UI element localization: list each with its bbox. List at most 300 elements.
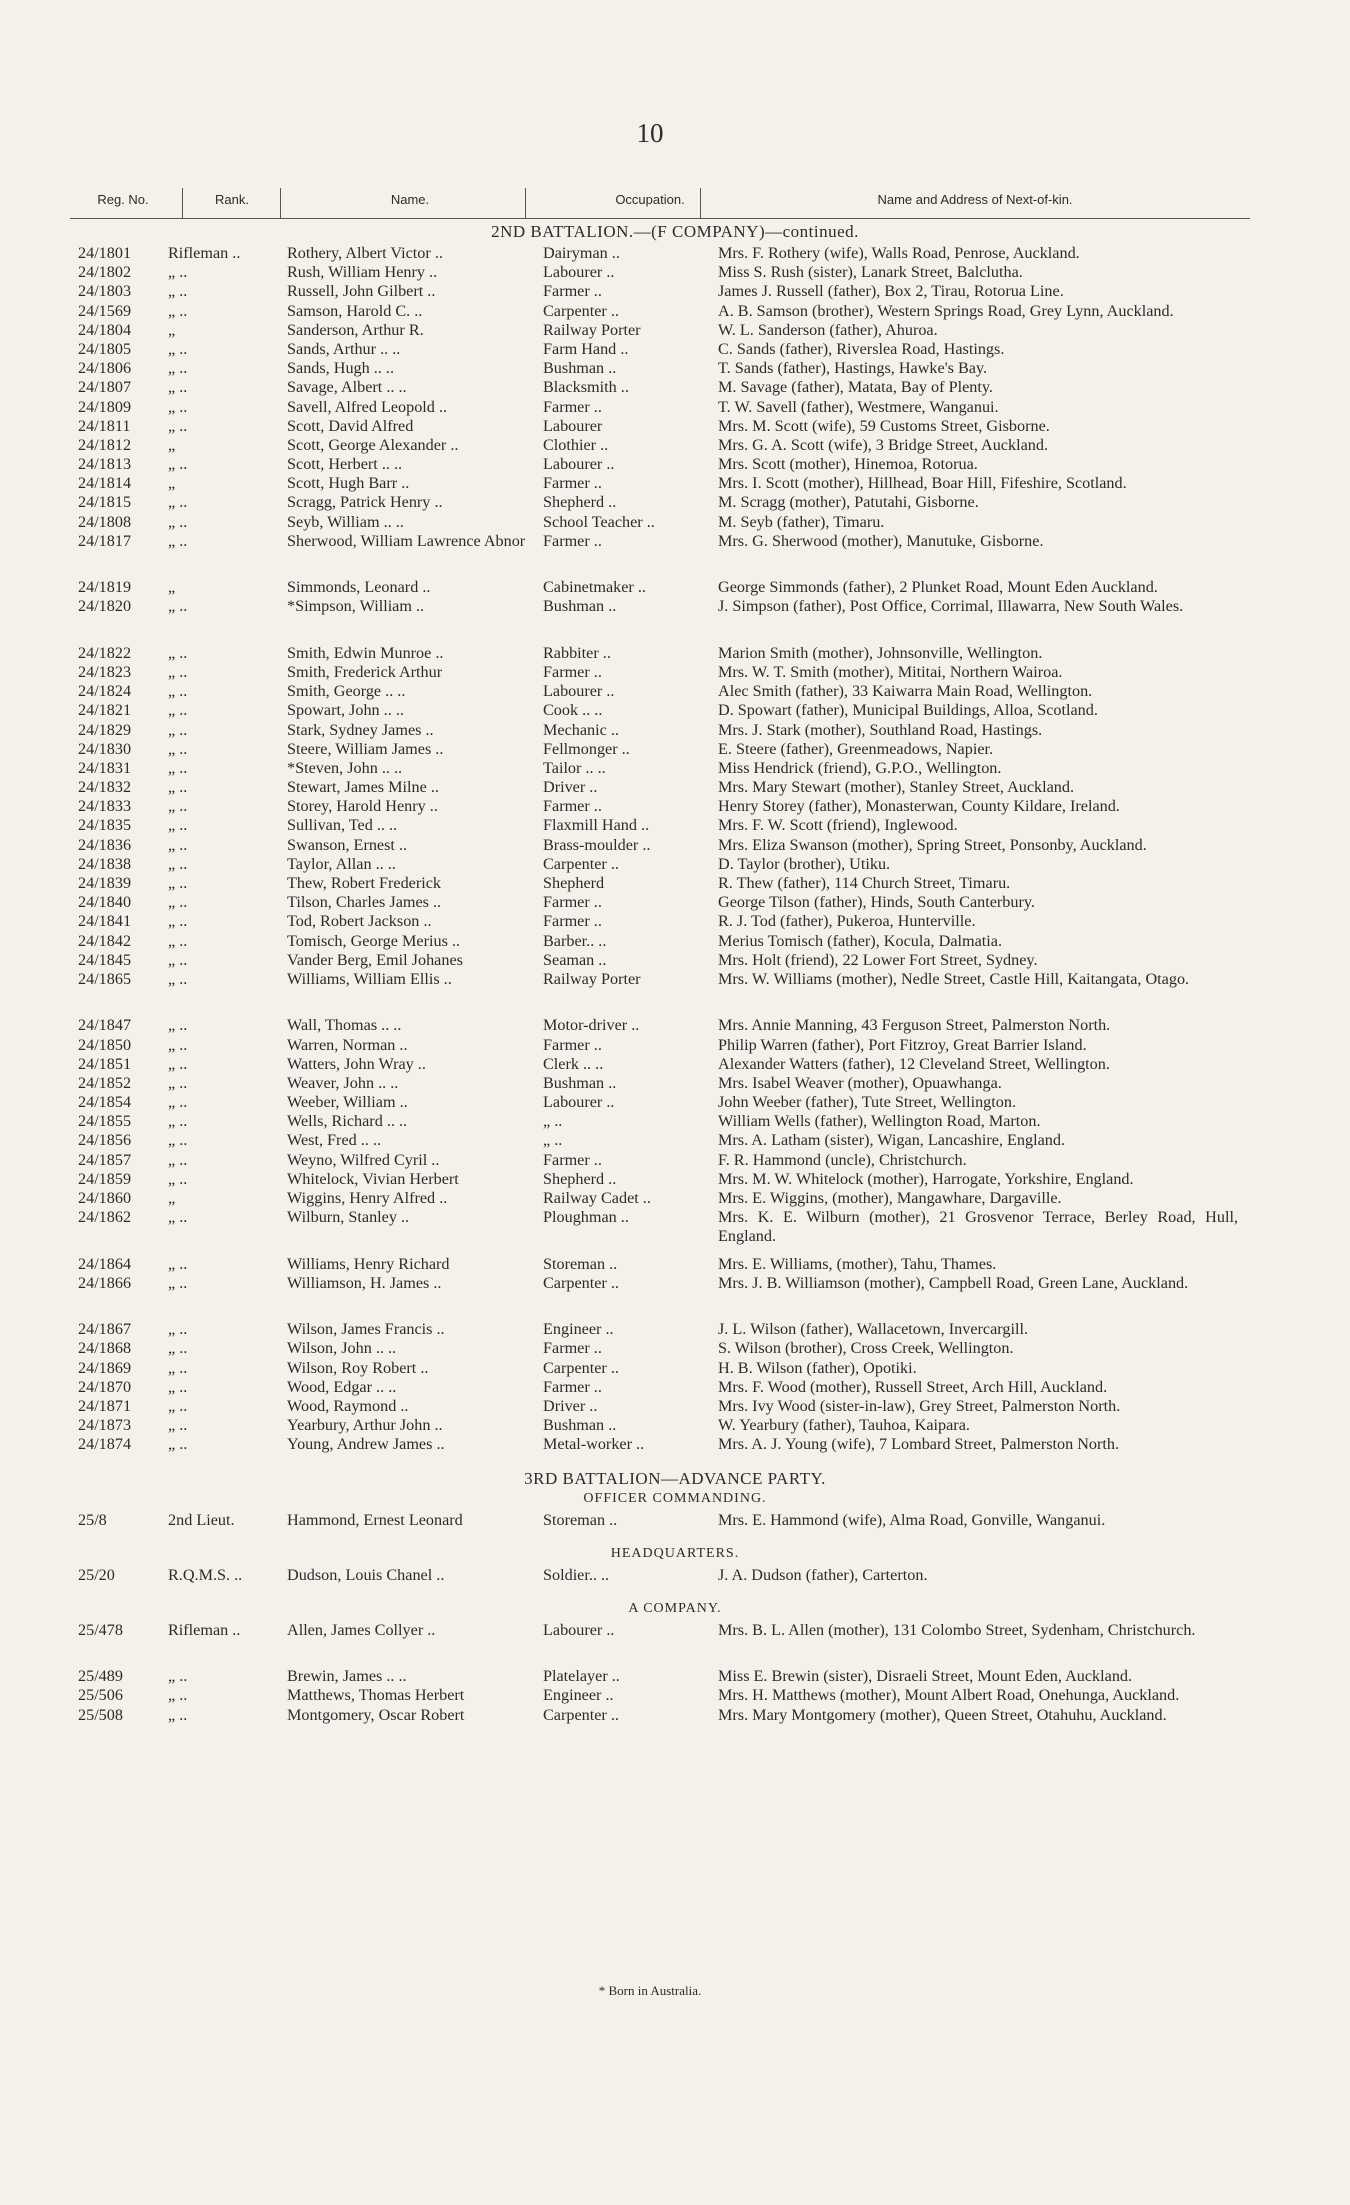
table-row [0,597,1350,635]
table-row [0,1378,1350,1397]
reg-number: 24/1852 [78,1073,132,1092]
soldier-name: Wood, Edgar .. .. [287,1377,397,1396]
table-row [0,759,1350,778]
rank: „ .. [168,1396,188,1415]
soldier-name: Watters, John Wray .. [287,1054,426,1073]
occupation: Storeman .. [543,1510,618,1529]
section-subtitle: A COMPANY. [628,1600,722,1616]
soldier-name: Sands, Arthur .. .. [287,339,401,358]
occupation: Labourer .. [543,455,615,474]
soldier-name: Scott, David Alfred [287,416,414,435]
table-row [0,740,1350,759]
reg-number: 24/1802 [78,263,132,282]
soldier-name: Spowart, John .. .. [287,701,404,720]
rank: „ .. [168,643,188,662]
soldier-name: Whitelock, Vivian Herbert [287,1169,459,1188]
rank: „ [168,1189,176,1208]
table-row [0,970,1350,1008]
soldier-name: Seyb, William .. .. [287,512,404,531]
table-row [0,1151,1350,1170]
rank: „ .. [168,1416,188,1435]
soldier-name: Vander Berg, Emil Johanes [287,950,463,969]
soldier-name: Stark, Sydney James .. [287,720,434,739]
next-of-kin-address: Mrs. I. Scott (mother), Hillhead, Boar Hill, Fifeshire, Scotland. [718,474,1127,493]
reg-number: 24/1845 [78,950,132,969]
occupation: Farmer .. [543,893,602,912]
occupation: Railway Porter [543,320,641,339]
rank: „ .. [168,1169,188,1188]
occupation: Shepherd [543,874,605,893]
table-row [0,417,1350,436]
next-of-kin-address: Mrs. Mary Stewart (mother), Stanley Street, Auckland. [718,778,1075,797]
occupation: Shepherd .. [543,493,617,512]
occupation: Shepherd .. [543,1169,617,1188]
reg-number: 24/1806 [78,359,132,378]
reg-number: 24/1801 [78,244,132,262]
next-of-kin-address: M. Seyb (father), Timaru. [718,512,885,531]
reg-number: 24/1805 [78,339,132,358]
occupation: Blacksmith .. [543,378,629,397]
occupation: Rabbiter .. [543,643,611,662]
next-of-kin-address: Mrs. F. Wood (mother), Russell Street, Arch Hill, Auckland. [718,1377,1108,1396]
soldier-name: Sanderson, Arthur R. [287,320,424,339]
next-of-kin-address: Mrs. J. B. Williamson (mother), Campbell Road, Green Lane, Auckland. [718,1273,1189,1292]
soldier-name: Sullivan, Ted .. .. [287,816,398,835]
table-row [0,1416,1350,1435]
next-of-kin-address: Mrs. M. W. Whitelock (mother), Harrogate, Yorkshire, England. [718,1169,1134,1188]
reg-number: 24/1871 [78,1396,132,1415]
table-row [0,893,1350,912]
occupation: „ .. [543,1112,563,1131]
next-of-kin-address: Marion Smith (mother), Johnsonville, Wellington. [718,643,1043,662]
next-of-kin-address: H. B. Wilson (father), Opotiki. [718,1358,917,1377]
table-row [0,816,1350,835]
occupation: Fellmonger .. [543,739,630,758]
next-of-kin-address: George Simmonds (father), 2 Plunket Road, Mount Eden Auckland. [718,578,1158,597]
next-of-kin-address: Mrs. G. Sherwood (mother), Manutuke, Gisborne. [718,531,1044,550]
next-of-kin-address: W. L. Sanderson (father), Ahuroa. [718,320,938,339]
reg-number: 24/1864 [78,1254,132,1273]
table-row [0,1170,1350,1189]
table-row [0,1189,1350,1208]
table-row [0,1667,1350,1686]
reg-number: 24/1832 [78,778,132,797]
next-of-kin-address: D. Taylor (brother), Utiku. [718,854,891,873]
rank: „ .. [168,682,188,701]
occupation: Bushman .. [543,597,617,616]
next-of-kin-address: Mrs. J. Stark (mother), Southland Road, Hastings. [718,720,1043,739]
occupation: Farmer .. [543,397,602,416]
rank: „ .. [168,512,188,531]
reg-number: 24/1822 [78,643,132,662]
rank: „ .. [168,493,188,512]
reg-number: 24/1854 [78,1093,132,1112]
reg-number: 24/1868 [78,1339,132,1358]
soldier-name: Matthews, Thomas Herbert [287,1686,465,1705]
rank: „ .. [168,301,188,320]
rank: „ .. [168,835,188,854]
next-of-kin-address: Alexander Watters (father), 12 Cleveland Street, Wellington. [718,1054,1110,1073]
occupation: Cook .. .. [543,701,603,720]
reg-number: 24/1869 [78,1358,132,1377]
occupation: Seaman .. [543,950,607,969]
page-number: 10 [636,118,664,148]
next-of-kin-address: Mrs. Eliza Swanson (mother), Spring Street, Ponsonby, Auckland. [718,835,1147,854]
soldier-name: Yearbury, Arthur John .. [287,1416,443,1435]
soldier-name: Sherwood, William Lawrence Abnor [287,531,526,550]
reg-number: 24/1831 [78,758,132,777]
soldier-name: West, Fred .. .. [287,1131,382,1150]
reg-number: 24/1823 [78,662,132,681]
table-row [0,1208,1350,1246]
table-row [0,578,1350,597]
table-row [0,282,1350,301]
table-row [0,951,1350,970]
reg-number: 24/1830 [78,739,132,758]
next-of-kin-address: Miss E. Brewin (sister), Disraeli Street, Mount Eden, Auckland. [718,1667,1133,1686]
soldier-name: Wilson, John .. .. [287,1339,397,1358]
table-row [0,1339,1350,1358]
section-subtitle: OFFICER COMMANDING. [583,1490,767,1506]
table-row [0,359,1350,378]
table-row [0,532,1350,570]
next-of-kin-address: Mrs. F. W. Scott (friend), Inglewood. [718,816,958,835]
soldier-name: Smith, Edwin Munroe .. [287,643,444,662]
next-of-kin-address: Mrs. Mary Montgomery (mother), Queen Street, Otahuhu, Auckland. [718,1705,1167,1724]
soldier-name: Brewin, James .. .. [287,1667,407,1686]
soldier-name: *Steven, John .. .. [287,758,403,777]
rank: „ .. [168,339,188,358]
table-row [0,340,1350,359]
occupation: Platelayer .. [543,1667,620,1686]
soldier-name: Thew, Robert Frederick [287,874,442,893]
occupation: Bushman .. [543,1416,617,1435]
rank: „ .. [168,758,188,777]
table-row [0,1686,1350,1705]
reg-number: 24/1850 [78,1035,132,1054]
table-row [0,663,1350,682]
table-row [0,1566,1350,1585]
soldier-name: Simmonds, Leonard .. [287,578,431,597]
soldier-name: Weeber, William .. [287,1093,408,1112]
reg-number: 24/1815 [78,493,132,512]
table-row [0,1255,1350,1274]
next-of-kin-address: J. A. Dudson (father), Carterton. [718,1565,928,1584]
next-of-kin-address: F. R. Hammond (uncle), Christchurch. [718,1150,967,1169]
reg-number: 25/8 [78,1510,107,1529]
reg-number: 24/1855 [78,1112,132,1131]
next-of-kin-address: Mrs. E. Hammond (wife), Alma Road, Gonville, Wanganui. [718,1510,1106,1529]
occupation: Labourer .. [543,1620,615,1639]
next-of-kin-address: Merius Tomisch (father), Kocula, Dalmatia. [718,931,1003,950]
occupation: Railway Porter [543,969,641,988]
soldier-name: Dudson, Louis Chanel .. [287,1565,445,1584]
rank: Rifleman .. [168,244,241,262]
rank: „ .. [168,359,188,378]
soldier-name: Hammond, Ernest Leonard [287,1510,463,1529]
rank: „ [168,474,176,493]
occupation: Dairyman .. [543,244,620,262]
next-of-kin-address: D. Spowart (father), Municipal Buildings, Alloa, Scotland. [718,701,1098,720]
soldier-name: Wall, Thomas .. .. [287,1016,402,1035]
next-of-kin-address: C. Sands (father), Riverslea Road, Hastings. [718,339,1005,358]
rank: R.Q.M.S. .. [168,1565,243,1584]
occupation: Storeman .. [543,1254,618,1273]
next-of-kin-address: Mrs. E. Wiggins, (mother), Mangawhare, Dargaville. [718,1189,1062,1208]
rank: „ .. [168,1667,188,1686]
reg-number: 24/1809 [78,397,132,416]
reg-number: 24/1859 [78,1169,132,1188]
rank: „ .. [168,1435,188,1454]
soldier-name: Wiggins, Henry Alfred .. [287,1189,448,1208]
soldier-name: Tod, Robert Jackson .. [287,912,432,931]
table-row [0,513,1350,532]
section-subtitle: HEADQUARTERS. [610,1545,740,1561]
soldier-name: *Simpson, William .. [287,597,425,616]
table-row [0,1274,1350,1312]
reg-number: 24/1811 [78,416,131,435]
occupation: Railway Cadet .. [543,1189,651,1208]
next-of-kin-address: J. L. Wilson (father), Wallacetown, Invercargill. [718,1320,1029,1339]
reg-number: 24/1812 [78,435,132,454]
table-row [0,797,1350,816]
rank: „ .. [168,950,188,969]
rank: „ [168,320,176,339]
next-of-kin-address: W. Yearbury (father), Tauhoa, Kaipara. [718,1416,970,1435]
soldier-name: Wells, Richard .. .. [287,1112,408,1131]
header-name: Name. [390,192,430,207]
reg-number: 24/1840 [78,893,132,912]
rank: „ .. [168,1035,188,1054]
soldier-name: Young, Andrew James .. [287,1435,445,1454]
next-of-kin-address: Mrs. Ivy Wood (sister-in-law), Grey Street, Palmerston North. [718,1396,1121,1415]
reg-number: 24/1569 [78,301,132,320]
rank: „ .. [168,662,188,681]
occupation: Engineer .. [543,1686,614,1705]
rank: „ .. [168,969,188,988]
rank: „ .. [168,1054,188,1073]
table-row [0,1359,1350,1378]
next-of-kin-address: Philip Warren (father), Port Fitzroy, Great Barrier Island. [718,1035,1087,1054]
next-of-kin-address: William Wells (father), Wellington Road, Marton. [718,1112,1041,1131]
reg-number: 24/1842 [78,931,132,950]
reg-number: 24/1839 [78,874,132,893]
soldier-name: Russell, John Gilbert .. [287,282,436,301]
next-of-kin-address: George Tilson (father), Hinds, South Canterbury. [718,893,1035,912]
soldier-name: Scott, Herbert .. .. [287,455,403,474]
table-row [0,1511,1350,1530]
table-row [0,455,1350,474]
rank: „ .. [168,739,188,758]
occupation: Driver .. [543,1396,598,1415]
rank: „ .. [168,874,188,893]
table-header [70,188,1250,219]
reg-number: 24/1865 [78,969,132,988]
occupation: Metal-worker .. [543,1435,645,1454]
header-next-of-kin: Name and Address of Next-of-kin. [877,192,1073,207]
next-of-kin-address: Mrs. Scott (mother), Hinemoa, Rotorua. [718,455,978,474]
rank: „ .. [168,1320,188,1339]
section-title: 3RD BATTALION—ADVANCE PARTY. [524,1468,826,1488]
table-row [0,1621,1350,1659]
reg-number: 24/1833 [78,797,132,816]
rank: „ .. [168,778,188,797]
header-rank: Rank. [215,192,249,207]
next-of-kin-address: Mrs. W. Williams (mother), Nedle Street, Castle Hill, Kaitangata, Otago. [718,969,1190,988]
occupation: Carpenter .. [543,1705,619,1724]
occupation: Driver .. [543,778,598,797]
soldier-name: Tilson, Charles James .. [287,893,442,912]
table-row [0,721,1350,740]
table-row [0,1131,1350,1150]
reg-number: 25/508 [78,1705,123,1724]
rank: „ .. [168,1016,188,1035]
occupation: Carpenter .. [543,1273,619,1292]
rank: „ .. [168,720,188,739]
reg-number: 24/1817 [78,531,132,550]
occupation: Carpenter .. [543,1358,619,1377]
occupation: School Teacher .. [543,512,655,531]
soldier-name: Allen, James Collyer .. [287,1620,436,1639]
rank: „ .. [168,1686,188,1705]
table-row [0,855,1350,874]
table-row [0,244,1350,263]
soldier-name: Rothery, Albert Victor .. [287,244,443,262]
next-of-kin-address: M. Scragg (mother), Patutahi, Gisborne. [718,493,979,512]
next-of-kin-address: M. Savage (father), Matata, Bay of Plenty. [718,378,993,397]
rank: „ .. [168,1150,188,1169]
table-row [0,778,1350,797]
occupation: Flaxmill Hand .. [543,816,650,835]
next-of-kin-address: T. W. Savell (father), Westmere, Wanganui. [718,397,999,416]
soldier-name: Smith, Frederick Arthur [287,662,443,681]
table-row [0,1320,1350,1339]
occupation: Farmer .. [543,1377,602,1396]
soldier-name: Wilburn, Stanley .. [287,1208,410,1227]
occupation: Ploughman .. [543,1208,629,1227]
next-of-kin-address: James J. Russell (father), Box 2, Tirau, Rotorua Line. [718,282,1064,301]
reg-number: 24/1836 [78,835,132,854]
soldier-name: Smith, George .. .. [287,682,406,701]
occupation: Farmer .. [543,797,602,816]
soldier-name: Williams, William Ellis .. [287,969,452,988]
next-of-kin-address: R. Thew (father), 114 Church Street, Timaru. [718,874,1011,893]
rank: „ .. [168,282,188,301]
reg-number: 24/1874 [78,1435,132,1454]
reg-number: 24/1835 [78,816,132,835]
soldier-name: Montgomery, Oscar Robert [287,1705,465,1724]
rank: „ .. [168,455,188,474]
next-of-kin-address: Mrs. W. T. Smith (mother), Mititai, Northern Wairoa. [718,662,1063,681]
reg-number: 24/1851 [78,1054,132,1073]
table-row [0,1016,1350,1035]
table-row [0,436,1350,455]
table-row [0,1706,1350,1725]
soldier-name: Storey, Harold Henry .. [287,797,438,816]
occupation: Labourer .. [543,263,615,282]
occupation: Labourer .. [543,1093,615,1112]
table-row [0,378,1350,397]
occupation: Bushman .. [543,1073,617,1092]
reg-number: 24/1857 [78,1150,132,1169]
next-of-kin-address: Mrs. F. Rothery (wife), Walls Road, Penrose, Auckland. [718,244,1080,262]
reg-number: 24/1813 [78,455,132,474]
soldier-name: Taylor, Allan .. .. [287,854,396,873]
reg-number: 24/1860 [78,1189,132,1208]
rank: „ .. [168,816,188,835]
rank: „ .. [168,931,188,950]
table-row [0,263,1350,282]
reg-number: 24/1862 [78,1208,132,1227]
next-of-kin-address: Miss S. Rush (sister), Lanark Street, Balclutha. [718,263,1023,282]
occupation: Labourer [543,416,603,435]
next-of-kin-address: S. Wilson (brother), Cross Creek, Wellington. [718,1339,1014,1358]
header-occupation: Occupation. [615,192,685,207]
reg-number: 25/20 [78,1565,115,1584]
reg-number: 24/1866 [78,1273,132,1292]
rank: „ .. [168,397,188,416]
occupation: Farmer .. [543,1339,602,1358]
reg-number: 24/1820 [78,597,132,616]
next-of-kin-address: Mrs. M. Scott (wife), 59 Customs Street, Gisborne. [718,416,1050,435]
reg-number: 24/1829 [78,720,132,739]
rank: „ .. [168,597,188,616]
occupation: Farmer .. [543,912,602,931]
occupation: Mechanic .. [543,720,619,739]
occupation: Cabinetmaker .. [543,578,646,597]
next-of-kin-address: E. Steere (father), Greenmeadows, Napier. [718,739,994,758]
soldier-name: Warren, Norman .. [287,1035,408,1054]
soldier-name: Samson, Harold C. .. [287,301,423,320]
occupation: Labourer .. [543,682,615,701]
occupation: Carpenter .. [543,854,619,873]
next-of-kin-address: Mrs. G. A. Scott (wife), 3 Bridge Street, Auckland. [718,435,1048,454]
occupation: Brass-moulder .. [543,835,651,854]
soldier-name: Tomisch, George Merius .. [287,931,461,950]
next-of-kin-address: Mrs. A. J. Young (wife), 7 Lombard Street, Palmerston North. [718,1435,1120,1454]
rank: „ .. [168,797,188,816]
soldier-name: Wilson, James Francis .. [287,1320,445,1339]
rank: „ .. [168,1358,188,1377]
table-row [0,682,1350,701]
reg-number: 25/506 [78,1686,123,1705]
table-row [0,932,1350,951]
rank: „ .. [168,1208,188,1227]
rank: „ .. [168,854,188,873]
rank: „ .. [168,1705,188,1724]
section-title: 2ND BATTALION.—(F COMPANY)—continued. [491,222,859,241]
occupation: Engineer .. [543,1320,614,1339]
table-row [0,1055,1350,1074]
rank: „ [168,435,176,454]
rank: Rifleman .. [168,1620,241,1639]
rank: „ .. [168,1339,188,1358]
rank: „ .. [168,1073,188,1092]
soldier-name: Scragg, Patrick Henry .. [287,493,443,512]
rank: „ .. [168,1254,188,1273]
reg-number: 25/489 [78,1667,123,1686]
table-row [0,1036,1350,1055]
rank: „ [168,578,176,597]
occupation: Farmer .. [543,531,602,550]
soldier-name: Williamson, H. James .. [287,1273,442,1292]
occupation: Bushman .. [543,359,617,378]
next-of-kin-address: Alec Smith (father), 33 Kaiwarra Main Road, Wellington. [718,682,1093,701]
occupation: Barber.. .. [543,931,607,950]
soldier-name: Stewart, James Milne .. [287,778,439,797]
reg-number: 24/1821 [78,701,132,720]
reg-number: 24/1814 [78,474,132,493]
